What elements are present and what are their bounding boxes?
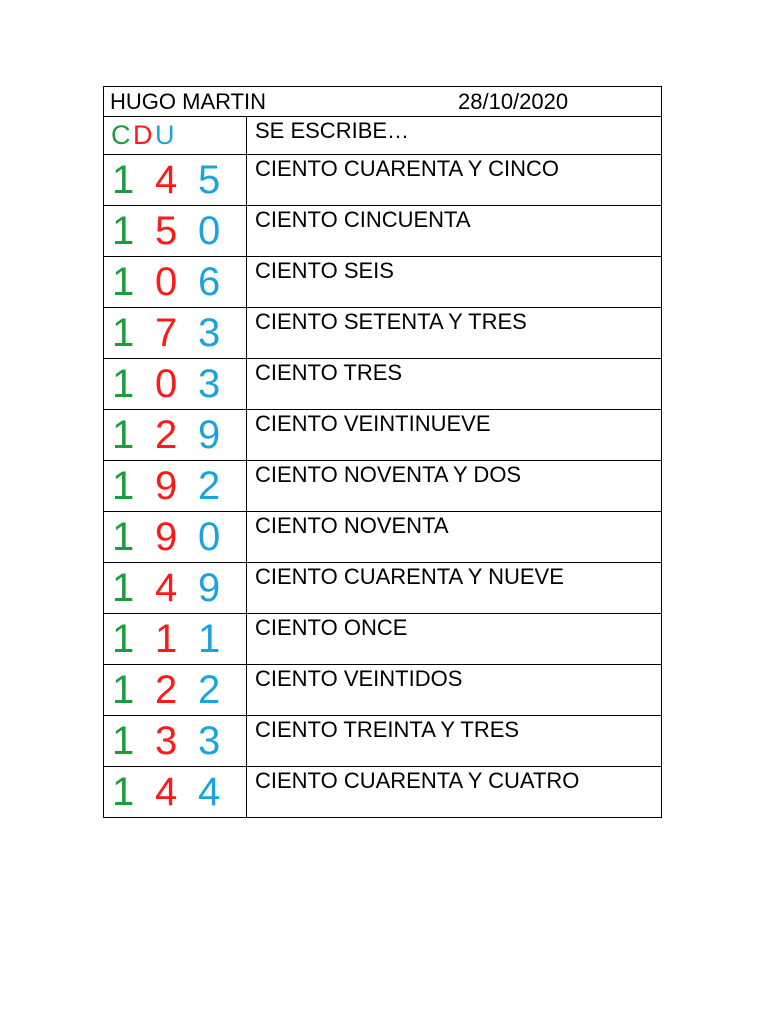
- digits-cell: [104, 716, 247, 767]
- digits-cell: [104, 308, 247, 359]
- decenas-digit: 4: [155, 566, 178, 610]
- cdu-header-cell: [104, 117, 247, 155]
- digits-cell: [104, 563, 247, 614]
- number-in-words: CIENTO ONCE: [247, 614, 662, 665]
- unidades-digit: 9: [198, 413, 221, 457]
- unidades-digit: 3: [198, 311, 221, 355]
- unidades-digit: 3: [198, 362, 221, 406]
- decenas-digit: 9: [155, 515, 178, 559]
- header-row: [104, 87, 662, 117]
- decenas-digit: 0: [155, 260, 178, 304]
- decenas-digit: 1: [155, 617, 178, 661]
- number-in-words: CIENTO NOVENTA: [247, 512, 662, 563]
- centenas-digit: 1: [112, 260, 135, 304]
- decenas-header: D: [133, 120, 153, 150]
- unidades-header: U: [155, 120, 175, 150]
- number-in-words: CIENTO TREINTA Y TRES: [247, 716, 662, 767]
- unidades-digit: 0: [198, 209, 221, 253]
- number-in-words: CIENTO NOVENTA Y DOS: [247, 461, 662, 512]
- digits-cell: [104, 155, 247, 206]
- centenas-digit: 1: [112, 770, 135, 814]
- decenas-digit: 2: [155, 413, 178, 457]
- number-row: [104, 461, 662, 512]
- worksheet-date: 28/10/2020: [458, 89, 569, 114]
- decenas-digit: 3: [155, 719, 178, 763]
- centenas-digit: 1: [112, 719, 135, 763]
- decenas-digit: 4: [155, 158, 178, 202]
- digits-cell: [104, 665, 247, 716]
- centenas-digit: 1: [112, 158, 135, 202]
- number-row: [104, 665, 662, 716]
- unidades-digit: 2: [198, 464, 221, 508]
- digits-cell: [104, 206, 247, 257]
- student-name: HUGO MARTIN: [110, 89, 267, 114]
- number-row: [104, 563, 662, 614]
- number-in-words: CIENTO VEINTIDOS: [247, 665, 662, 716]
- number-row: [104, 614, 662, 665]
- decenas-digit: 7: [155, 311, 178, 355]
- digits-cell: [104, 512, 247, 563]
- number-in-words: CIENTO SEIS: [247, 257, 662, 308]
- se-escribe-header: SE ESCRIBE…: [247, 117, 662, 155]
- number-in-words: CIENTO CUARENTA Y NUEVE: [247, 563, 662, 614]
- centenas-digit: 1: [112, 311, 135, 355]
- number-row: [104, 206, 662, 257]
- number-row: [104, 767, 662, 818]
- centenas-digit: 1: [112, 209, 135, 253]
- centenas-digit: 1: [112, 464, 135, 508]
- number-in-words: CIENTO VEINTINUEVE: [247, 410, 662, 461]
- number-row: [104, 410, 662, 461]
- decenas-digit: 0: [155, 362, 178, 406]
- centenas-digit: 1: [112, 668, 135, 712]
- header-cell: [104, 87, 662, 117]
- digits-cell: [104, 614, 247, 665]
- decenas-digit: 9: [155, 464, 178, 508]
- centenas-header: C: [111, 120, 131, 150]
- unidades-digit: 1: [198, 617, 221, 661]
- number-row: [104, 155, 662, 206]
- number-row: [104, 512, 662, 563]
- centenas-digit: 1: [112, 362, 135, 406]
- centenas-digit: 1: [112, 413, 135, 457]
- number-in-words: CIENTO CINCUENTA: [247, 206, 662, 257]
- unidades-digit: 3: [198, 719, 221, 763]
- unidades-digit: 9: [198, 566, 221, 610]
- centenas-digit: 1: [112, 566, 135, 610]
- decenas-digit: 4: [155, 770, 178, 814]
- digits-cell: [104, 359, 247, 410]
- decenas-digit: 2: [155, 668, 178, 712]
- number-in-words: CIENTO SETENTA Y TRES: [247, 308, 662, 359]
- number-row: [104, 716, 662, 767]
- number-in-words: CIENTO TRES: [247, 359, 662, 410]
- digits-cell: [104, 257, 247, 308]
- number-row: [104, 257, 662, 308]
- unidades-digit: 4: [198, 770, 221, 814]
- unidades-digit: 0: [198, 515, 221, 559]
- digits-cell: [104, 767, 247, 818]
- number-in-words: CIENTO CUARENTA Y CUATRO: [247, 767, 662, 818]
- unidades-digit: 6: [198, 260, 221, 304]
- unidades-digit: 2: [198, 668, 221, 712]
- unidades-digit: 5: [198, 158, 221, 202]
- centenas-digit: 1: [112, 515, 135, 559]
- digits-cell: [104, 461, 247, 512]
- number-row: [104, 308, 662, 359]
- decenas-digit: 5: [155, 209, 178, 253]
- number-worksheet-table: [103, 86, 662, 818]
- number-in-words: CIENTO CUARENTA Y CINCO: [247, 155, 662, 206]
- column-header-row: [104, 117, 662, 155]
- centenas-digit: 1: [112, 617, 135, 661]
- number-row: [104, 359, 662, 410]
- digits-cell: [104, 410, 247, 461]
